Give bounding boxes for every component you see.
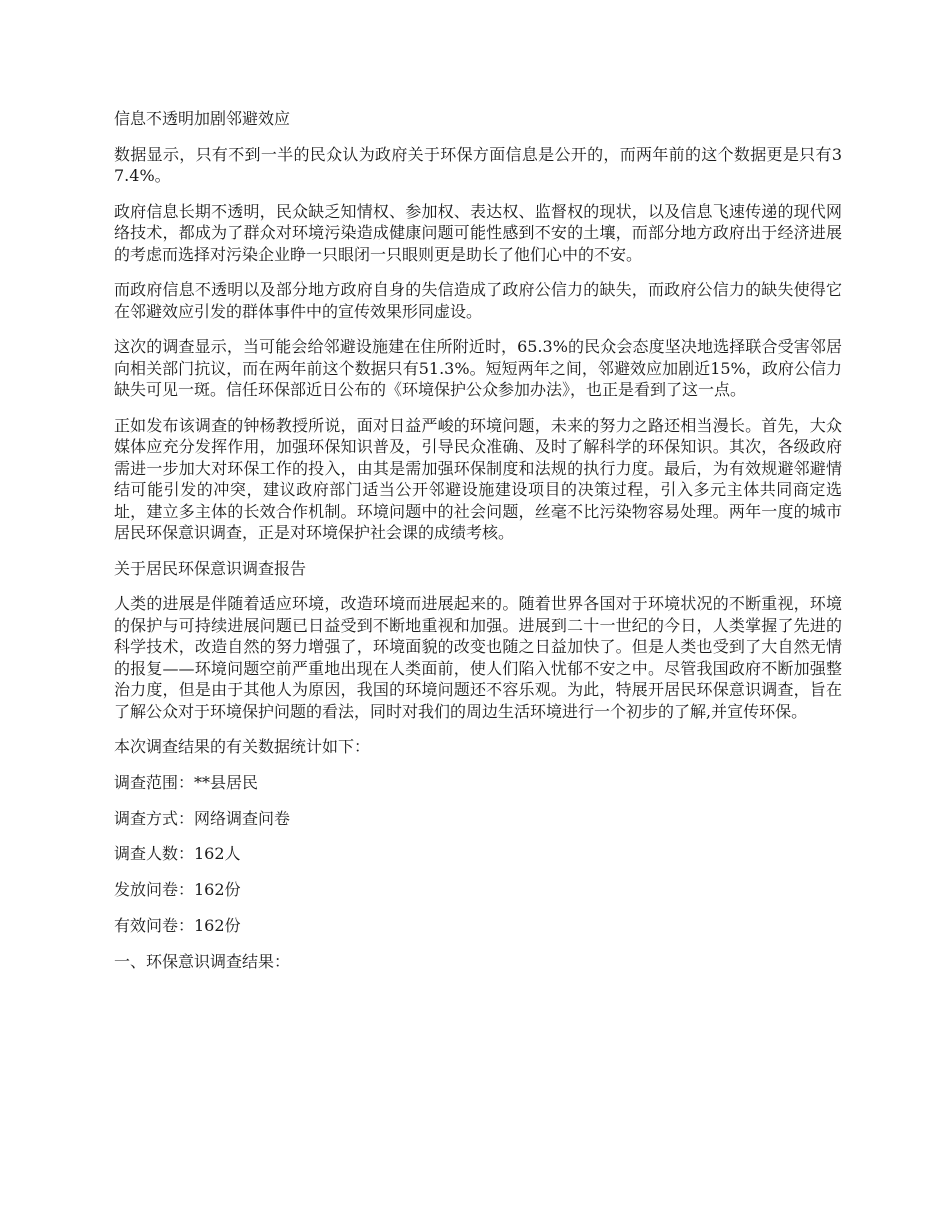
result-heading: 一、环保意识调查结果： xyxy=(114,951,291,971)
paragraph: 正如发布该调查的钟杨教授所说，面对日益严峻的环境问题，未来的努力之路还相当漫长。首先，大众媒体应充分发挥作用，加强环保知识普及，引导民众准确、及时了解科学的环保知识。其次，各级政府需进一步加大对环保工作的投入，由其是需加强环保制度和法规的执行力度。最后，为有效规避邻避情结可能引发的冲突，建议政府部门适当公开邻避设施建设项目的决策过程，引入多元主体共同商定选址，建立多主体的长效合作机制。环境问题中的社会问题，丝毫不比污染物容易处理。两年一度的城市居民环保意识调查，正是对环境保护社会课的成绩考核。 xyxy=(114,415,842,542)
paragraph: 人类的进展是伴随着适应环境，改造环境而进展起来的。随着世界各国对于环境状况的不断重视，环境的保护与可持续进展问题已日益受到不断地重视和加强。进展到二十一世纪的今日，人类掌握了先进的科学技术，改造自然的努力增强了，环境面貌的改变也随之日益加快了。但是人类也受到了大自然无情的报复——环境问题空前严重地出现在人类面前，使人们陷入忧郁不安之中。尽管我国政府不断加强整治力度，但是由于其他人为原因，我国的环境问题还不容乐观。为此，特展开居民环保意识调查，旨在了解公众对于环境保护问题的看法，同时对我们的周边生活环境进行一个初步的了解,并宣传环保。 xyxy=(114,594,842,721)
section-title-survey-report: 关于居民环保意识调查报告 xyxy=(114,558,307,578)
stat-survey-method: 调查方式：网络调查问卷 xyxy=(114,808,291,828)
stats-intro: 本次调查结果的有关数据统计如下： xyxy=(114,737,371,756)
document-page xyxy=(114,108,842,987)
stat-respondent-count: 调查人数：162人 xyxy=(114,844,241,864)
paragraph: 这次的调查显示，当可能会给邻避设施建在住所附近时，65.3%的民众会态度坚决地选择联合受害邻居向相关部门抗议，而在两年前这个数据只有51.3%。短短两年之间，邻避效应加剧近15%，政府公信力缺失可见一斑。信任环保部近日公布的《环境保护公众参加办法》，也正是看到了这一点。 xyxy=(114,337,842,399)
paragraph: 而政府信息不透明以及部分地方政府自身的失信造成了政府公信力的缺失，而政府公信力的缺失使得它在邻避效应引发的群体事件中的宣传效果形同虚设。 xyxy=(114,280,842,321)
section-title-info-opacity: 信息不透明加剧邻避效应 xyxy=(114,109,291,128)
stat-questionnaires-issued: 发放问卷：162份 xyxy=(114,880,241,900)
stat-survey-scope: 调查范围：**县居民 xyxy=(114,772,259,792)
stat-valid-questionnaires: 有效问卷：162份 xyxy=(114,915,241,935)
paragraph: 数据显示，只有不到一半的民众认为政府关于环保方面信息是公开的，而两年前的这个数据更是只有37.4%。 xyxy=(114,144,842,185)
paragraph: 政府信息长期不透明，民众缺乏知情权、参加权、表达权、监督权的现状，以及信息飞速传递的现代网络技术，都成为了群众对环境污染造成健康问题可能性感到不安的土壤，而部分地方政府出于经济进展的考虑而选择对污染企业睁一只眼闭一只眼则更是助长了他们心中的不安。 xyxy=(114,201,842,264)
